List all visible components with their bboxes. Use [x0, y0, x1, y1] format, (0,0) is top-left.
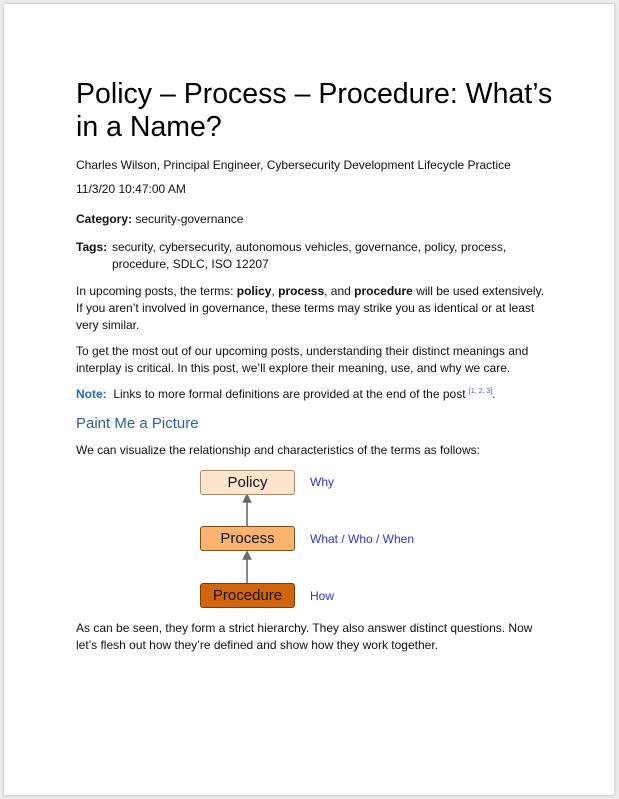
term-policy: policy: [236, 284, 272, 298]
procedure-box: Procedure: [200, 583, 295, 608]
para1-text-c: ,: [271, 284, 279, 298]
category-value: security-governance: [135, 212, 244, 226]
tags-value: security, cybersecurity, autonomous vehicles, governance, policy, process, procedure, SDLC, ISO 12207: [112, 240, 507, 271]
process-box: Process: [200, 526, 295, 551]
process-question: What / Who / When: [310, 532, 415, 546]
author-line: Charles Wilson, Principal Engineer, Cybersecurity Development Lifecycle Practice: [76, 158, 511, 172]
category-label: Category:: [76, 212, 133, 226]
timestamp: 11/3/20 10:47:00 AM: [76, 182, 186, 196]
note-text: Links to more formal definitions are provided at the end of the post: [113, 387, 469, 401]
section-heading: Paint Me a Picture: [76, 415, 199, 432]
para1-text-e: will be used extensively. If you aren’t involved in governance, these terms may strike you as identical or at least very similar.: [76, 284, 545, 332]
diagram-intro: We can visualize the relationship and characteristics of the terms as follows:: [76, 443, 480, 457]
procedure-question: How: [310, 589, 335, 603]
term-process: process: [278, 284, 325, 298]
reference-links[interactable]: [1, 2, 3]: [468, 388, 493, 395]
document-page: [3, 3, 615, 796]
para1-text-d: , and: [324, 284, 355, 298]
diagram-arrows: [4, 4, 614, 704]
term-procedure: procedure: [354, 284, 413, 298]
closing-paragraph: As can be seen, they form a strict hierarchy. They also answer distinct questions. Now let’s flesh out how they’re defined and show how they work together.: [76, 621, 533, 652]
policy-box: Policy: [200, 470, 295, 495]
policy-question: Why: [310, 475, 334, 489]
page-title: Policy – Process – Procedure: What’s in a Name?: [76, 78, 553, 143]
second-paragraph: To get the most out of our upcoming posts, understanding their distinct meanings and interplay is critical. In this post, we’ll explore their meaning, use, and why we care.: [76, 344, 529, 375]
tags-label: Tags:: [76, 240, 108, 254]
note-end: .: [492, 387, 496, 401]
para1-text-a: In upcoming posts, the terms:: [76, 284, 237, 298]
note-label: Note:: [76, 387, 107, 401]
